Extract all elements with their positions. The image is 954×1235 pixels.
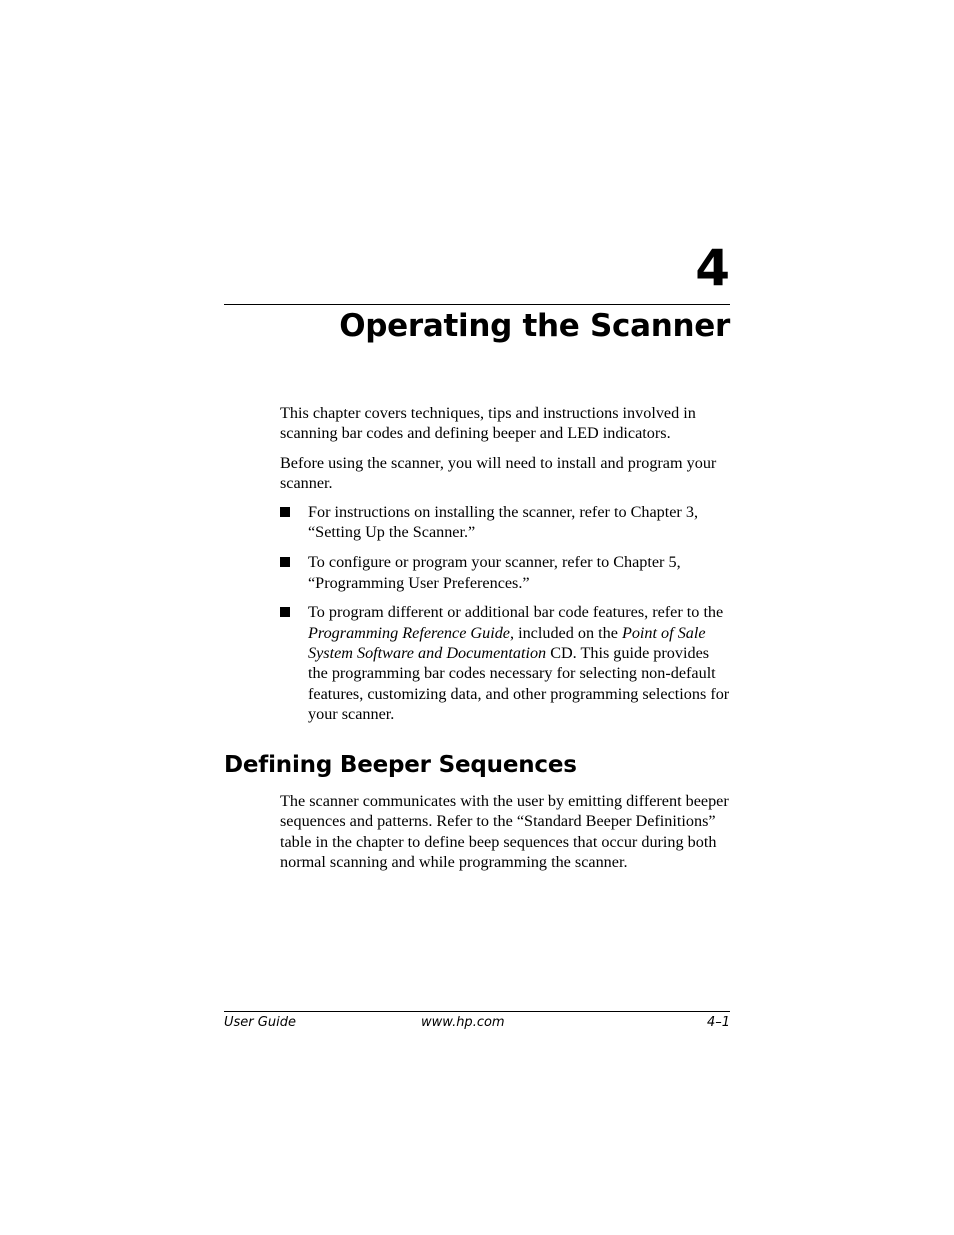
footer-website: www.hp.com (421, 1015, 505, 1030)
footer-doc-name: User Guide (224, 1015, 296, 1030)
list-item-text (308, 603, 729, 722)
list-item-text: To configure or program your scanner, refer to Chapter 5, “Programming User Preferences.” (308, 553, 681, 592)
chapter-title: Operating the Scanner (339, 308, 730, 344)
intro-paragraph: This chapter covers techniques, tips and instructions involved in scanning bar codes and defining beeper and LED indicators. (280, 404, 696, 443)
bullet-list (280, 502, 730, 724)
text-run: CD. This guide provides the programming bar codes necessary for selecting non-default features, customizing data, and other programming selections for your scanner. (308, 643, 730, 723)
text-run: To program different or additional bar code features, refer to the (308, 603, 724, 622)
footer-divider (224, 1011, 730, 1012)
section-body (280, 791, 730, 881)
page-footer (224, 1013, 730, 1033)
list-item (280, 602, 730, 724)
intro-paragraph: Before using the scanner, you will need to install and program your scanner. (280, 453, 717, 492)
section-paragraph: The scanner communicates with the user by emitting different beeper sequences and patterns. Refer to the “Standard Beeper Definitions” table in the chapter to define beep sequences that occur during both normal scanning and while programming the scanner. (280, 792, 729, 871)
square-bullet-icon (280, 557, 290, 567)
chapter-number: 4 (695, 239, 730, 297)
intro-section (280, 403, 730, 734)
section-heading: Defining Beeper Sequences (224, 752, 577, 778)
square-bullet-icon (280, 607, 290, 617)
page-number: 4–1 (706, 1015, 730, 1030)
list-item (280, 502, 730, 543)
list-item (280, 552, 730, 593)
text-run: , included on the (510, 623, 622, 642)
cd-title: Point of Sale System Software and Documentation (308, 623, 706, 662)
square-bullet-icon (280, 507, 290, 517)
list-item-text: For instructions on installing the scanner, refer to Chapter 3, “Setting Up the Scanner.” (308, 503, 699, 542)
guide-title: Programming Reference Guide (308, 623, 510, 642)
